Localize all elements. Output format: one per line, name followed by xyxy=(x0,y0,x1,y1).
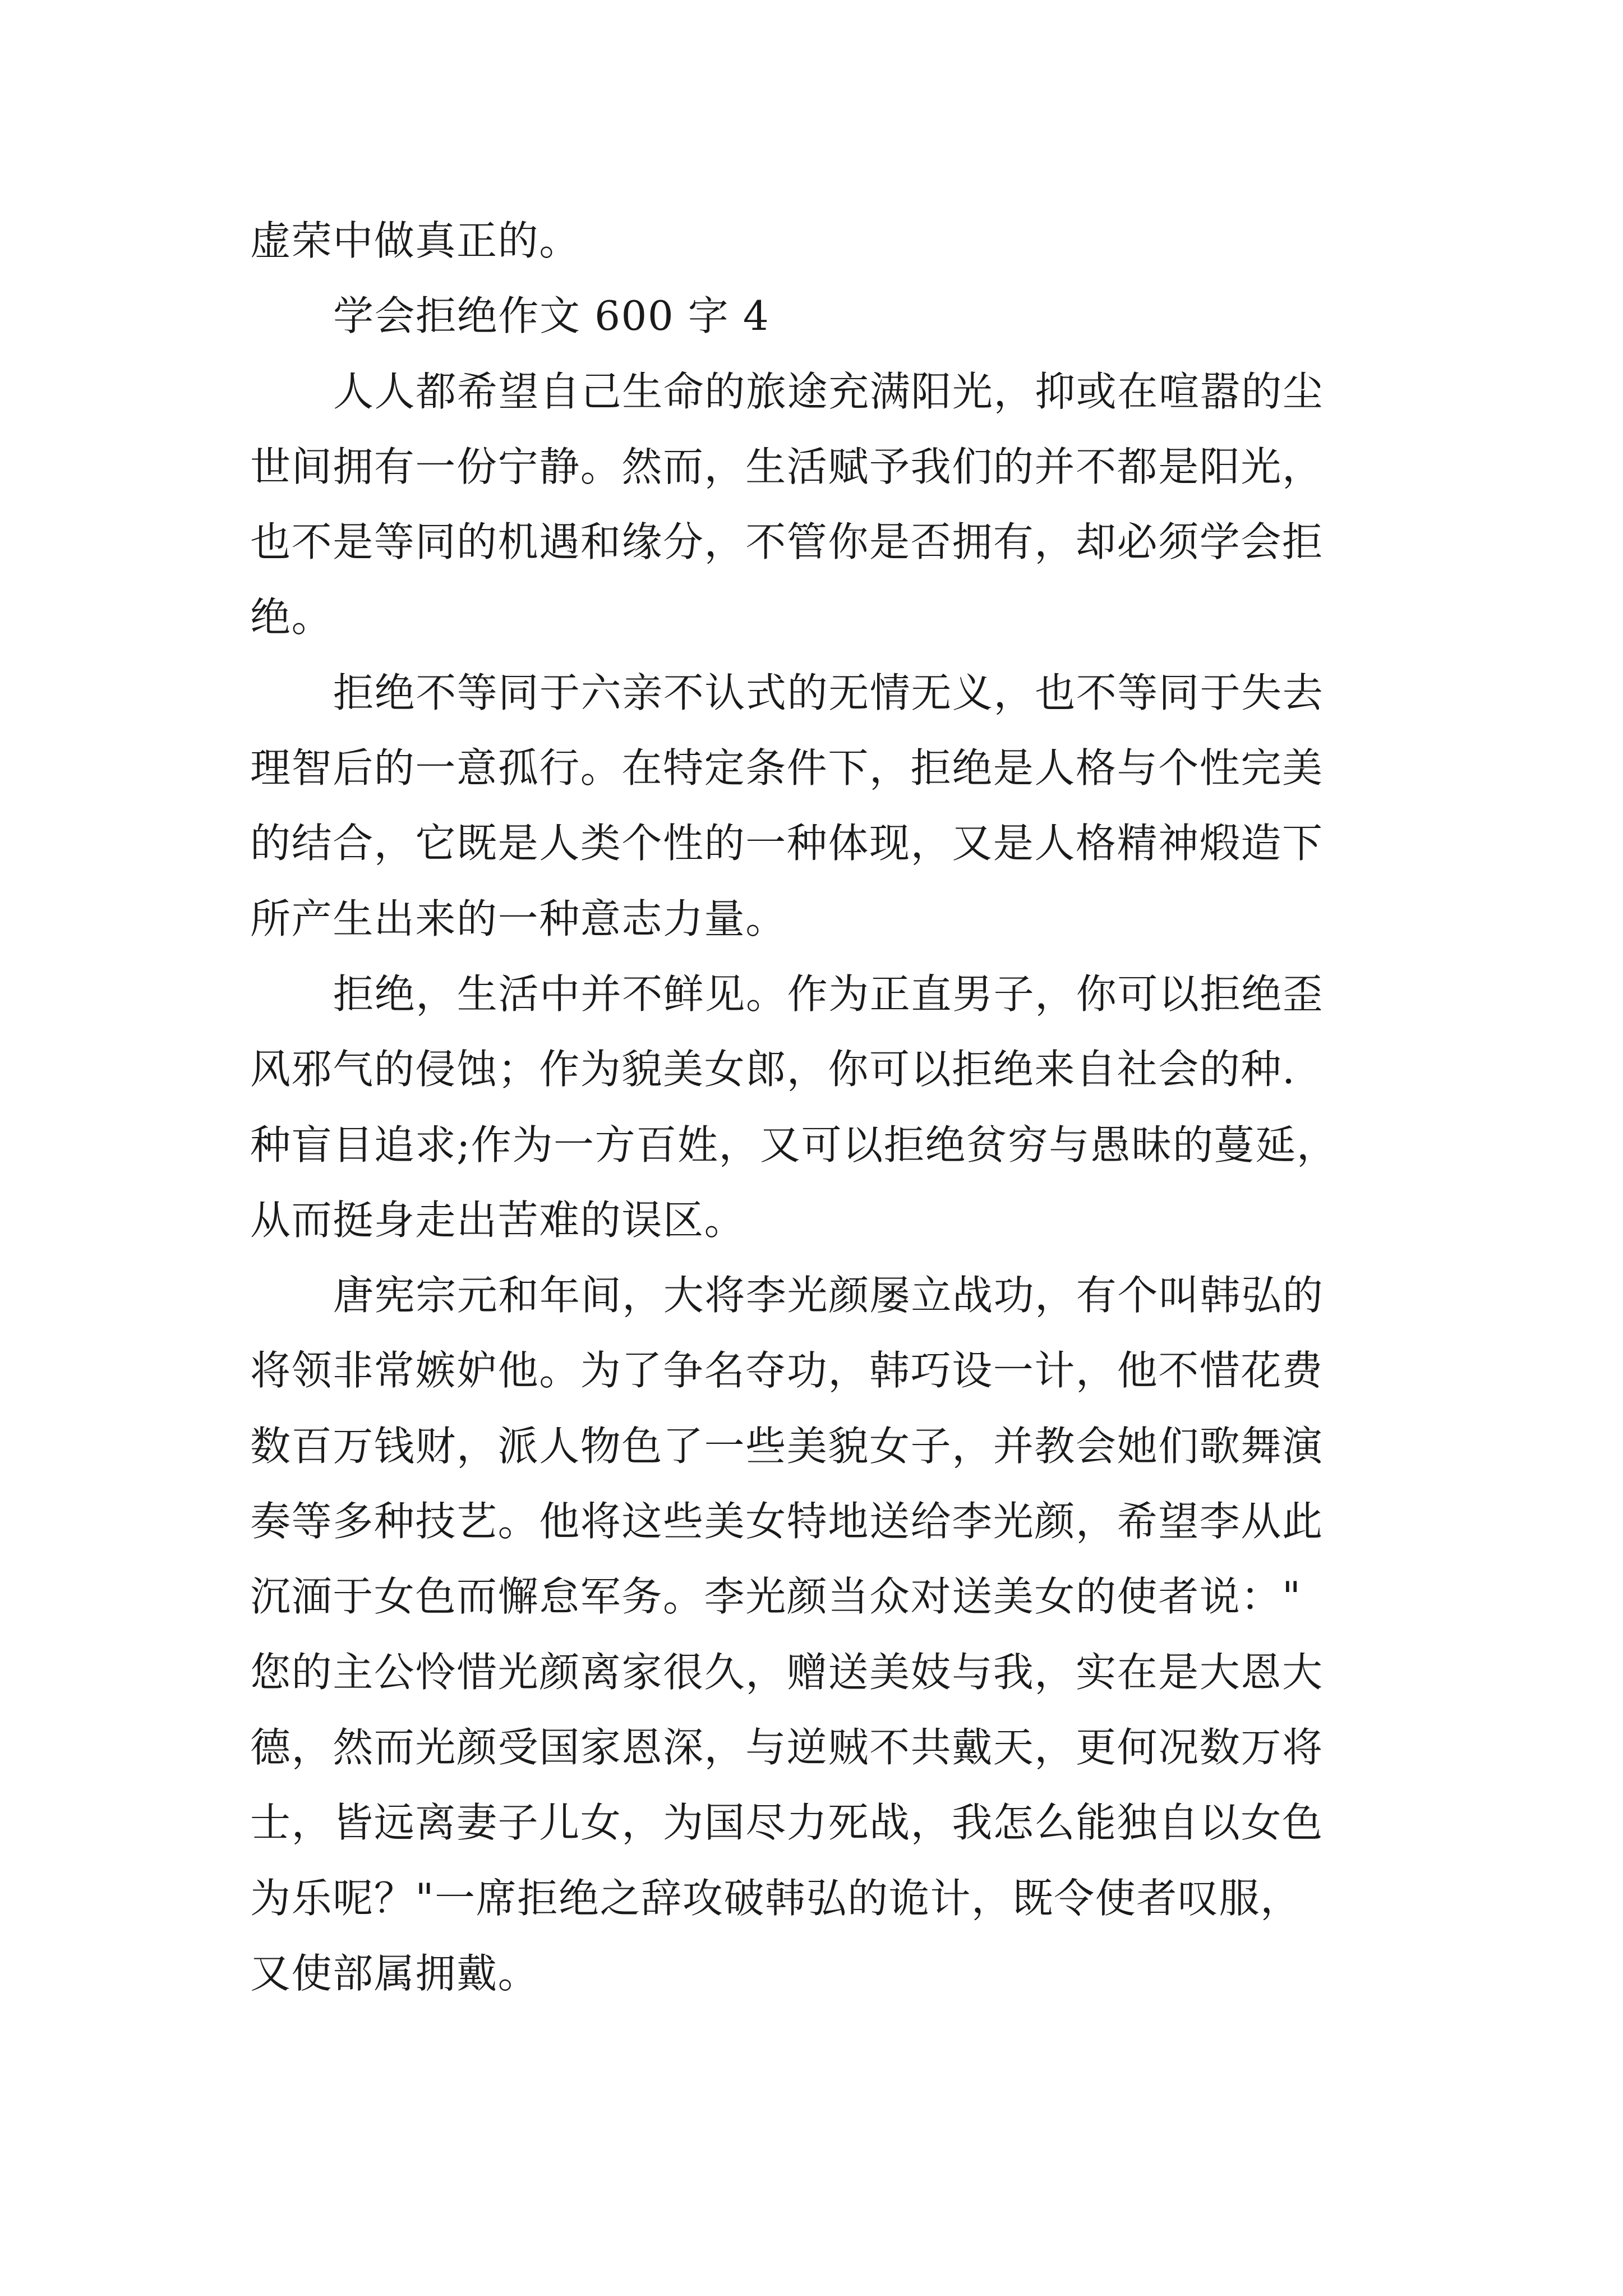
text-line: 也不是等同的机遇和缘分，不管你是否拥有，却必须学会拒 xyxy=(250,518,1324,566)
text-line: 拒绝不等同于六亲不认式的无情无义，也不等同于失去 xyxy=(333,669,1324,716)
paragraph-1 xyxy=(250,354,1383,655)
text-line: 唐宪宗元和年间，大将李光颜屡立战功，有个叫韩弘的 xyxy=(333,1272,1324,1319)
text-line: 虚荣中做真正的。 xyxy=(250,217,580,264)
text-line: 种盲目追求;作为一方百姓，又可以拒绝贫穷与愚昧的蔓延， xyxy=(250,1121,1338,1168)
paragraph-2 xyxy=(250,655,1383,956)
paragraph-continuation xyxy=(250,203,1383,278)
text-line: 绝。 xyxy=(250,593,333,641)
text-line: 士，皆远离妻子儿女，为国尽力死战，我怎么能独自以女色 xyxy=(250,1799,1324,1847)
text-line: 理智后的一意孤行。在特定条件下，拒绝是人格与个性完美 xyxy=(250,744,1324,792)
text-line: 所产生出来的一种意志力量。 xyxy=(250,895,787,942)
text-line: 您的主公怜惜光颜离家很久，赠送美妓与我，实在是大恩大 xyxy=(250,1648,1324,1696)
text-line: 从而挺身走出苦难的误区。 xyxy=(250,1196,746,1244)
text-line: 为乐呢？"一席拒绝之辞攻破韩弘的诡计，既令使者叹服， xyxy=(250,1874,1302,1922)
paragraph-3 xyxy=(250,956,1383,1258)
text-line: 又使部属拥戴。 xyxy=(250,1949,540,1997)
document-body xyxy=(250,203,1383,2011)
text-line: 人人都希望自己生命的旅途充满阳光，抑或在喧嚣的尘 xyxy=(333,367,1324,415)
paragraph-4 xyxy=(250,1258,1383,2011)
text-line: 奏等多种技艺。他将这些美女特地送给李光颜，希望李从此 xyxy=(250,1498,1324,1545)
text-line: 德，然而光颜受国家恩深，与逆贼不共戴天，更何况数万将 xyxy=(250,1723,1324,1771)
text-line: 风邪气的侵蚀；作为貌美女郎，你可以拒绝来自社会的种. xyxy=(250,1046,1296,1093)
text-line: 将领非常嫉妒他。为了争名夺功，韩巧设一计，他不惜花费 xyxy=(250,1347,1324,1395)
section-heading xyxy=(250,278,1383,353)
text-line: 数百万钱财，派人物色了一些美貌女子，并教会她们歌舞演 xyxy=(250,1422,1324,1470)
text-line: 沉湎于女色而懈怠军务。李光颜当众对送美女的使者说：" xyxy=(250,1573,1302,1621)
heading-text: 学会拒绝作文 600 字 4 xyxy=(333,292,770,340)
text-line: 的结合，它既是人类个性的一种体现，又是人格精神煅造下 xyxy=(250,820,1324,867)
text-line: 拒绝，生活中并不鲜见。作为正直男子，你可以拒绝歪 xyxy=(333,970,1324,1018)
text-line: 世间拥有一份宁静。然而，生活赋予我们的并不都是阳光， xyxy=(250,443,1324,490)
